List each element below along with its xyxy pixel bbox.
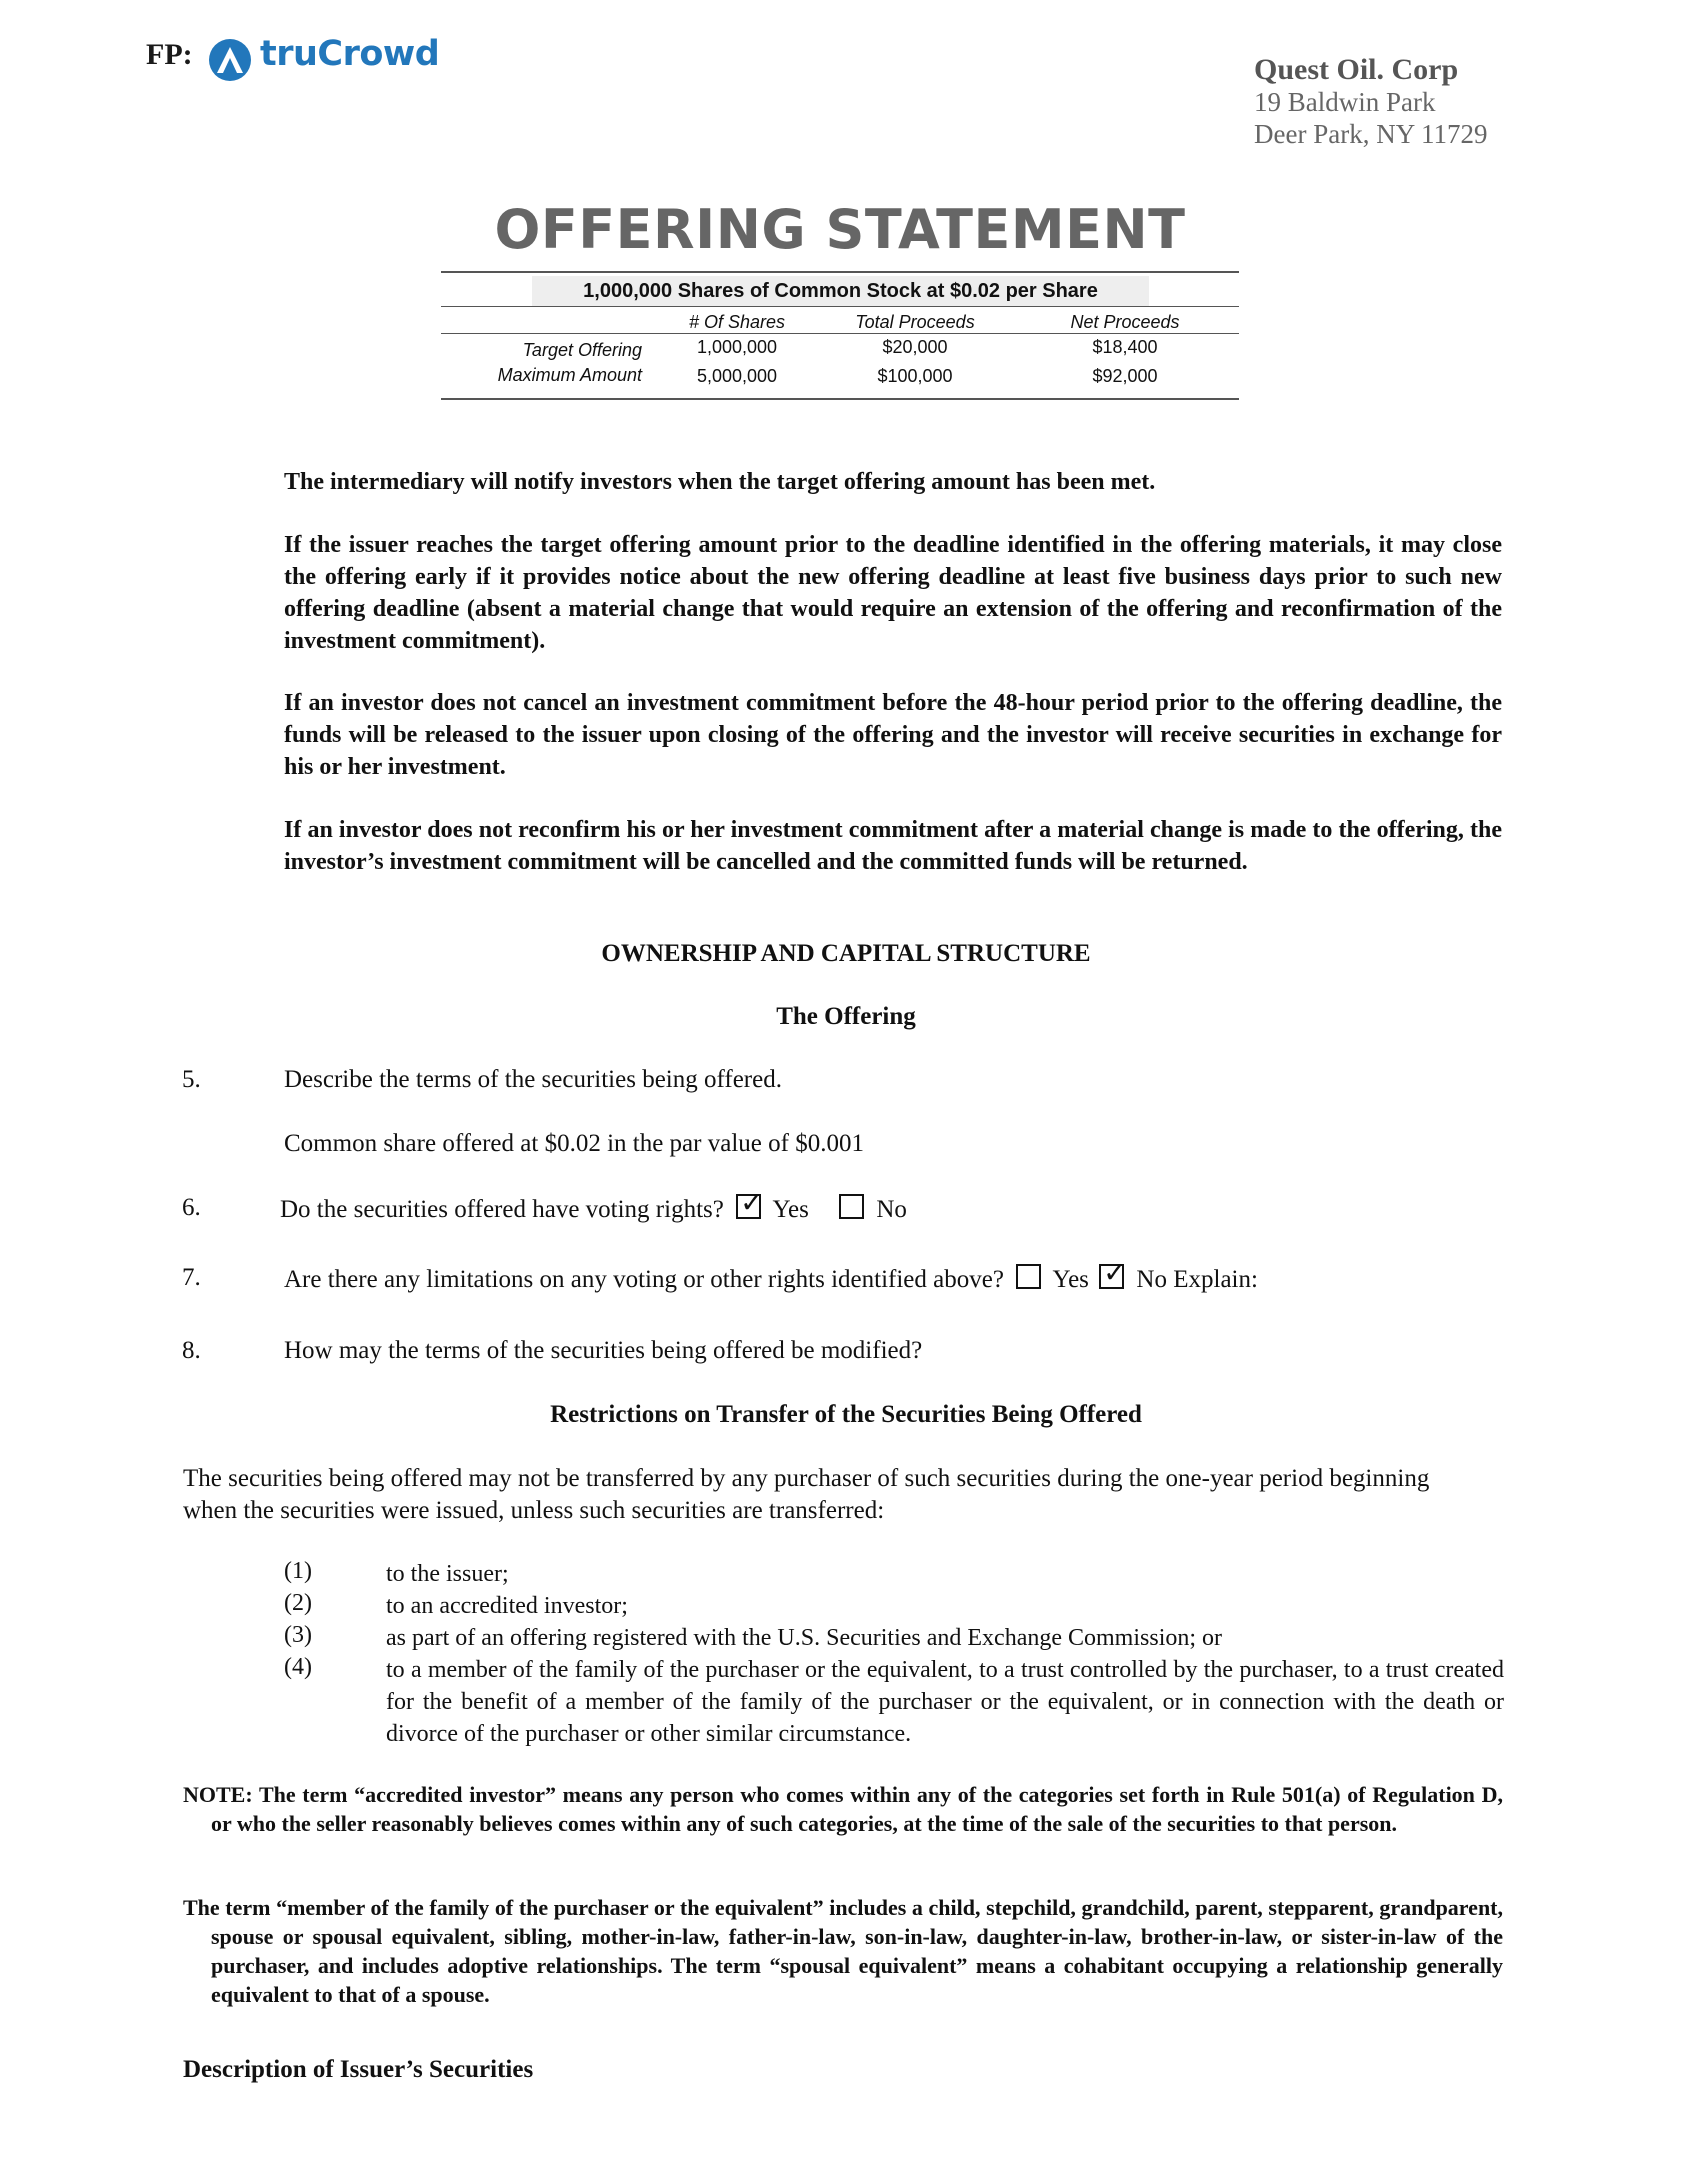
question-number: 7. (182, 1264, 201, 1291)
list-item: to the issuer; (386, 1561, 509, 1587)
company-address-block (1254, 54, 1614, 150)
address-line-1: 19 Baldwin Park (1254, 87, 1436, 117)
row-total: $20,000 (882, 337, 948, 357)
restrictions-intro: The securities being offered may not be transferred by any purchaser of such securities during the one-year period beginning when the securities were issued, unless such securities are transferred: (183, 1465, 1430, 1524)
limitations-yes-checkbox[interactable] (1016, 1264, 1041, 1289)
company-name: Quest Oil. Corp (1254, 53, 1459, 86)
offering-statement-title: OFFERING STATEMENT (494, 198, 1186, 261)
row-total: $100,000 (877, 366, 953, 386)
list-item: to an accredited investor; (386, 1593, 628, 1619)
list-item-number: (3) (284, 1622, 312, 1648)
address-line-2: Deer Park, NY 11729 (1254, 119, 1488, 149)
restrictions-heading: Restrictions on Transfer of the Securities Being Offered (550, 1401, 1142, 1428)
paragraph-notify: The intermediary will notify investors when the target offering amount has been met. (284, 469, 1156, 495)
offering-subtitle: 1,000,000 Shares of Common Stock at $0.02 per Share (532, 276, 1149, 306)
paragraph-cancel: If an investor does not cancel an investment commitment before the 48-hour period prior to the offering deadline, the funds will be released to the issuer upon closing of the offering and the investor will receive securities in exchange for his or her investment. (284, 690, 1502, 780)
divider (441, 333, 1239, 334)
voting-yes-checkbox[interactable] (736, 1194, 761, 1219)
col-header-net: Net Proceeds (1070, 312, 1180, 332)
question-number: 8. (182, 1337, 201, 1364)
row-shares: 1,000,000 (696, 337, 778, 357)
voting-no-label: No (876, 1196, 907, 1223)
row-label: Target Offering (522, 340, 642, 360)
divider (441, 271, 1239, 273)
limitations-yes-label: Yes (1052, 1266, 1089, 1293)
row-net: $18,400 (1092, 337, 1158, 357)
logo-wordmark: truCrowd (260, 34, 440, 74)
note-accredited-investor: NOTE: The term “accredited investor” means any person who comes within any of the categories set forth in Rule 501(a) of Regulation D, or who the seller reasonably believes comes within any of such categories, at the time of the sale of the securities to that person. (183, 1782, 1503, 1836)
limitations-no-label: No Explain: (1136, 1266, 1258, 1293)
trucrowd-logo-icon (208, 38, 252, 82)
limitations-no-checkbox[interactable] (1099, 1264, 1124, 1289)
question-5-answer: Common share offered at $0.02 in the par value of $0.001 (284, 1130, 864, 1157)
note-family-member: The term “member of the family of the purchaser or the equivalent” includes a child, stepchild, grandchild, parent, stepparent, grandparent, spouse or spousal equivalent, sibling, mother-in-law, father-in-law, son-in-law, daughter-in-law, brother-in-law, or sister-in-law of the purchaser, and includes adoptive relationships. The term “spousal equivalent” means a cohabitant occupying a relationship generally equivalent to that of a spouse. (183, 1895, 1503, 2007)
divider (441, 398, 1239, 400)
list-item: as part of an offering registered with the U.S. Securities and Exchange Commission; or (386, 1625, 1223, 1651)
paragraph-early-close: If the issuer reaches the target offering amount prior to the deadline identified in the offering materials, it may close the offering early if it provides notice about the new offering deadline at least five business days prior to such new offering deadline (absent a material change that would require an extension of the offering and reconfirmation of the investment commitment). (284, 532, 1502, 654)
voting-no-checkbox[interactable] (839, 1194, 864, 1219)
question-6-text: Do the securities offered have voting rights? (280, 1196, 724, 1223)
question-number: 6. (182, 1194, 201, 1221)
voting-yes-label: Yes (772, 1196, 809, 1223)
description-heading: Description of Issuer’s Securities (183, 2056, 534, 2083)
logo-prefix: FP: (146, 38, 193, 71)
list-item-number: (4) (284, 1654, 312, 1680)
list-item: to a member of the family of the purchaser or the equivalent, to a trust controlled by the purchaser, to a trust created for the benefit of a member of the family of the purchaser or the equivalent, or in connection with the death or divorce of the purchaser or other similar circumstance. (386, 1657, 1504, 1747)
question-5-text: Describe the terms of the securities being offered. (284, 1066, 782, 1093)
list-item-number: (2) (284, 1590, 312, 1616)
question-7-text: Are there any limitations on any voting or other rights identified above? (284, 1266, 1004, 1293)
list-item-number: (1) (284, 1558, 312, 1584)
row-net: $92,000 (1092, 366, 1158, 386)
question-number: 5. (182, 1066, 201, 1093)
row-shares: 5,000,000 (696, 366, 778, 386)
divider (441, 306, 1239, 307)
section-heading: OWNERSHIP AND CAPITAL STRUCTURE (601, 940, 1091, 967)
row-label: Maximum Amount (497, 365, 642, 385)
subsection-heading: The Offering (776, 1003, 916, 1030)
col-header-total: Total Proceeds (855, 312, 975, 332)
question-8-text: How may the terms of the securities being offered be modified? (284, 1337, 923, 1364)
col-header-shares: # Of Shares (688, 312, 786, 332)
paragraph-reconfirm: If an investor does not reconfirm his or her investment commitment after a material change is made to the offering, the investor’s investment commitment will be cancelled and the committed funds will be returned. (284, 817, 1502, 875)
question-7 (284, 1264, 1258, 1294)
question-6 (280, 1194, 907, 1224)
